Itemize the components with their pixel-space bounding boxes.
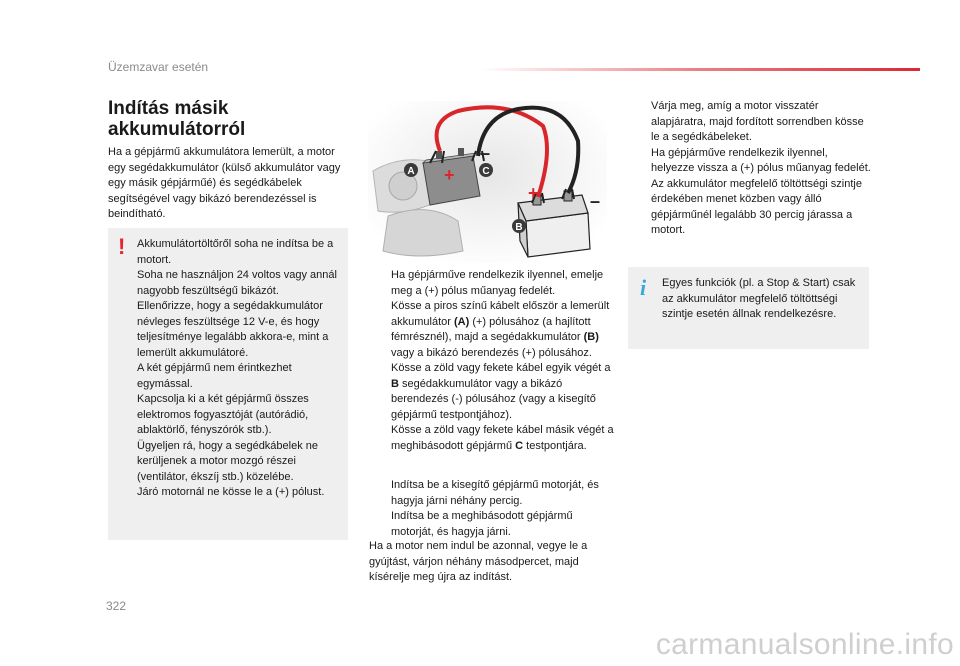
warning-box xyxy=(108,228,348,540)
watermark: carmanualsonline.info xyxy=(655,628,954,661)
step-item xyxy=(369,478,614,509)
info-icon: i xyxy=(640,275,647,300)
step-text: Várja meg, amíg a motor visszatér alapjáratra, majd fordított sorrendben kösse le a segédkábeleket. xyxy=(651,100,864,143)
info-text: Egyes funkciók (pl. a Stop & Start) csak az akkumulátor megfelelő töltöttségi szintje esetén állnak rendelkezésre. xyxy=(662,277,856,320)
step-text xyxy=(391,300,609,359)
label-c-badge xyxy=(479,163,493,177)
label-b: B xyxy=(515,222,523,233)
step-text: Indítsa be a meghibásodott gépjármű motorját, és hagyja járni. xyxy=(391,510,573,538)
step-text-part: Kösse a piros színű kábelt először a lemerült akkumulátor xyxy=(391,300,610,328)
jump-start-illustration xyxy=(368,101,607,263)
step-text-part: testpontjára. xyxy=(523,439,587,452)
step-text-part: segédakkumulátor vagy a bikázó berendezés (-) pólusához (vagy a kisegítő gépjármű testpontjához). xyxy=(391,377,596,421)
page-number: 322 xyxy=(106,599,127,613)
step-text: Ha gépjárműve rendelkezik ilyennel, helyezze vissza a (+) pólus műanyag fedelét. xyxy=(651,146,871,174)
disconnect-steps xyxy=(629,99,874,239)
step-item xyxy=(629,177,874,239)
plus-sign-a: + xyxy=(444,165,455,185)
label-b-badge xyxy=(512,219,526,233)
step-item xyxy=(369,423,614,454)
step-text-part: (+) pólusához (a hajlított fémrésznél), majd a segédakkumulátor xyxy=(391,315,591,343)
step-text-part: Kösse a zöld vagy fekete kábel másik végét a meghibásodott gépjármű xyxy=(391,424,614,452)
warning-text: Akkumulátortöltőről soha ne indítsa be a motort. Soha ne használjon 24 voltos vagy annál nagyobb feszültségű bikázót. Ellenőrizze, hogy a segédakkumulátor névleges feszültsége 12 V-e, és hogy teljesítménye legalább akkora-e, mint a lemerült akkumulátoré. A két gépjármű nem érintkezhet egymással. Kapcsolja ki a két gépjármű összes elektromos fogyasztóját (autórádió, ablaktörlő, fényszórók stb.). Ügyeljen rá, hogy a segédkábelek ne kerüljenek a motor mozgó részei (ventilátor, ékszíj stb.) közelébe. Járó motornál ne kösse le a (+) pólust. xyxy=(137,238,337,498)
start-steps xyxy=(369,478,614,540)
step-item xyxy=(369,509,614,540)
step-text: Indítsa be a kisegítő gépjármű motorját, és hagyja járni néhány percig. xyxy=(391,479,599,507)
page-heading: Indítás másik akkumulátorról xyxy=(108,98,246,140)
intro-paragraph: Ha a gépjármű akkumulátora lemerült, a motor egy segédakkumulátor (külső akkumulátor vagy egy másik gépjárműé) és segédkábelek segítségével vagy bikázó berendezéssel is beindítható. xyxy=(108,146,341,220)
label-c: C xyxy=(482,166,490,177)
minus-sign-b: – xyxy=(590,191,601,211)
step-text-part: vagy a bikázó berendezés (+) pólusához. xyxy=(391,346,592,359)
warning-icon: ! xyxy=(118,234,126,259)
step-item xyxy=(369,268,614,299)
connection-steps xyxy=(369,268,614,454)
label-a-badge xyxy=(404,163,418,177)
header-accent-bar xyxy=(480,68,920,71)
engine-part xyxy=(383,210,463,256)
step-item xyxy=(369,299,614,361)
step-text: Az akkumulátor megfelelő töltöttségi szintje érdekében menet közben vagy álló gépjárműnél legalább 30 percig járassa a motort. xyxy=(651,177,862,236)
step-item xyxy=(629,99,874,146)
step-text: Ha gépjárműve rendelkezik ilyennel, emelje meg a (+) pólus műanyag fedelét. xyxy=(391,269,604,297)
step-text xyxy=(391,424,614,452)
step-text xyxy=(391,362,611,421)
step-text-bold: (A) xyxy=(453,315,470,328)
step-text-bold: B xyxy=(391,377,399,390)
minus-sign-a: – xyxy=(480,143,491,163)
step-text-bold: (B) xyxy=(583,331,599,343)
plus-sign-b: + xyxy=(528,183,539,203)
step-text-bold: C xyxy=(515,439,524,452)
retry-paragraph: Ha a motor nem indul be azonnal, vegye le a gyújtást, várjon néhány másodpercet, majd kísérelje meg újra az indítást. xyxy=(369,540,588,583)
step-text-part: Kösse a zöld vagy fekete kábel egyik végét a xyxy=(391,362,611,374)
section-title: Üzemzavar esetén xyxy=(108,60,209,74)
label-a: A xyxy=(407,166,415,177)
info-box xyxy=(628,267,869,349)
step-item xyxy=(629,146,874,177)
step-item xyxy=(369,361,614,423)
